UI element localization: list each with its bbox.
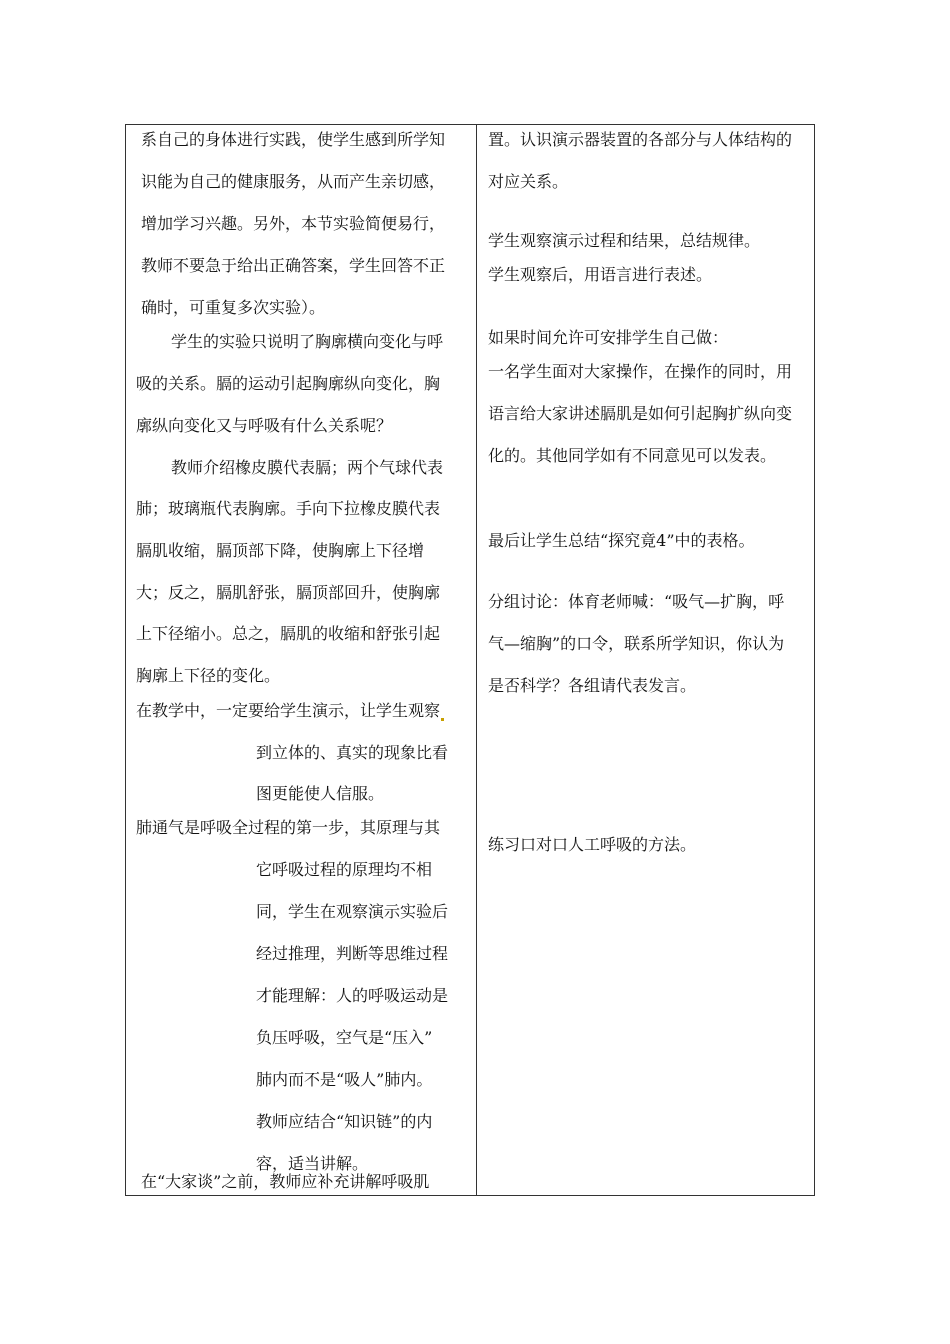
- left-line: 它呼吸过程的原理均不相: [256, 860, 433, 879]
- left-line-with-mark: [136, 701, 444, 721]
- left-line: 图更能使人信服。: [256, 784, 385, 803]
- right-line: 对应关系。: [488, 172, 569, 191]
- left-line: 廓纵向变化又与呼吸有什么关系呢？: [136, 416, 393, 435]
- right-line: 学生观察后，用语言进行表述。: [488, 265, 713, 284]
- left-line: 同，学生在观察演示实验后: [256, 902, 449, 921]
- left-line: 增加学习兴趣。另外，本节实验简便易行，: [141, 214, 446, 233]
- left-line: 肺；玻璃瓶代表胸廓。手向下拉橡皮膜代表: [136, 499, 441, 518]
- right-line: 最后让学生总结“探究竟4”中的表格。: [488, 531, 755, 550]
- right-line: 练习口对口人工呼吸的方法。: [488, 835, 697, 854]
- left-line: 识能为自己的健康服务，从而产生亲切感，: [141, 172, 446, 191]
- left-line: 教师不要急于给出正确答案，学生回答不正: [141, 256, 446, 275]
- left-line: 吸的关系。膈的运动引起胸廓纵向变化，胸: [136, 374, 441, 393]
- lesson-table: [125, 124, 815, 1196]
- left-line: 膈肌收缩，膈顶部下降，使胸廓上下径增: [136, 541, 425, 560]
- left-line: 教师介绍橡皮膜代表膈；两个气球代表: [171, 458, 444, 477]
- right-line: 如果时间允许可安排学生自己做：: [488, 328, 729, 347]
- left-line: 大；反之，膈肌舒张，膈顶部回升，使胸廓: [136, 583, 441, 602]
- right-line: 学生观察演示过程和结果，总结规律。: [488, 231, 761, 250]
- left-line: 学生的实验只说明了胸廓横向变化与呼: [171, 332, 444, 351]
- left-line: 才能理解：人的呼吸运动是: [256, 986, 449, 1005]
- right-line: 分组讨论：体育老师喊：“吸气—扩胸，呼: [488, 592, 785, 611]
- column-divider: [476, 125, 477, 1195]
- right-line: 置。认识演示器装置的各部分与人体结构的: [488, 130, 793, 149]
- right-line: 语言给大家讲述膈肌是如何引起胸扩纵向变: [488, 404, 793, 423]
- left-line: 胸廓上下径的变化。: [136, 666, 281, 685]
- left-line: 到立体的、真实的现象比看: [256, 743, 449, 762]
- highlight-dot: [441, 718, 444, 721]
- left-line: 容，适当讲解。: [256, 1154, 369, 1173]
- left-line: 肺内而不是“吸人”肺内。: [256, 1070, 433, 1089]
- left-line: 负压呼吸，空气是“压入”: [256, 1028, 433, 1047]
- right-line: 一名学生面对大家操作，在操作的同时，用: [488, 362, 793, 381]
- left-line-text: 在教学中，一定要给学生演示，让学生观察: [136, 701, 441, 720]
- left-line: 系自己的身体进行实践，使学生感到所学知: [141, 130, 446, 149]
- right-line: 化的。其他同学如有不同意见可以发表。: [488, 446, 777, 465]
- right-line: 是否科学？各组请代表发言。: [488, 676, 697, 695]
- left-line: 教师应结合“知识链”的内: [256, 1112, 433, 1131]
- right-line: 气—缩胸”的口令，联系所学知识，你认为: [488, 634, 785, 653]
- left-line: 上下径缩小。总之，膈肌的收缩和舒张引起: [136, 624, 441, 643]
- left-line: 肺通气是呼吸全过程的第一步，其原理与其: [136, 818, 441, 837]
- left-line: 确时，可重复多次实验）。: [141, 298, 326, 317]
- left-line: 经过推理，判断等思维过程: [256, 944, 449, 963]
- left-line: 在“大家谈”之前，教师应补充讲解呼吸肌: [141, 1172, 430, 1191]
